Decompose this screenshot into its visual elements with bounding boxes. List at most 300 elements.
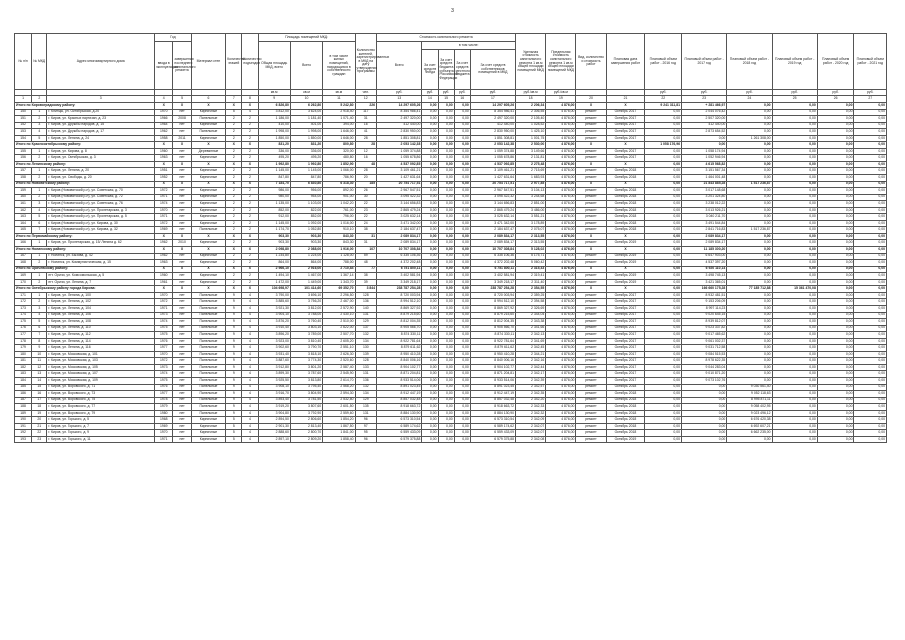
row-2020: 0,00 xyxy=(817,273,854,280)
row-address: г. Нолинск, ул. Бызова, д. 42 xyxy=(47,253,155,260)
row-fed: 0,00 xyxy=(422,358,438,365)
section-year-value: 0,00 xyxy=(645,233,682,240)
col-cost-total: Всего xyxy=(377,42,422,90)
row-area-own: 2 605,20 xyxy=(323,338,355,345)
row-2016: 0,00 xyxy=(645,338,682,345)
section-year-value: 0,00 xyxy=(772,142,817,149)
row-own: 3 402 581,94 xyxy=(470,273,515,280)
row-number: 186 xyxy=(15,391,32,398)
section-value: 2 089 834,17 xyxy=(470,233,515,240)
section-year-value: 0,00 xyxy=(854,266,887,273)
row-own: 1 851 308,81 xyxy=(470,135,515,142)
row-own: 6 589 174,62 xyxy=(470,423,515,430)
row-2017: 3 421 365,01 xyxy=(682,279,727,286)
row-2019: 0,00 xyxy=(772,325,817,332)
row-area-total: 903,30 xyxy=(258,240,290,247)
row-area-own: 1 854,20 xyxy=(323,417,355,424)
row-area-total: 3 923,00 xyxy=(258,338,290,345)
row-area-total: 3 912,80 xyxy=(258,364,290,371)
row-own: 2 497 320,00 xyxy=(470,116,515,123)
column-number: 7 xyxy=(226,96,242,103)
row-2018: 0,00 xyxy=(727,175,772,182)
row-2018: 6 676 420,38 xyxy=(727,417,772,424)
row-residents: 16 xyxy=(355,155,377,162)
row-date: Октябрь 2018 xyxy=(606,423,645,430)
row-2017: 9 153 206,09 xyxy=(682,299,727,306)
row-reg: 0,00 xyxy=(438,319,454,326)
row-wall: Панельные xyxy=(191,325,225,332)
row-2020: 0,00 xyxy=(817,168,854,175)
row-number: 173 xyxy=(15,305,32,312)
section-value: 0,00 xyxy=(438,247,454,254)
row-worktype: ремонт xyxy=(576,338,606,345)
row-number: 193 xyxy=(15,436,32,443)
row-number: 154 xyxy=(15,135,32,142)
row-reg: 0,00 xyxy=(438,122,454,129)
row-fed: 0,00 xyxy=(422,168,438,175)
row-reg: 0,00 xyxy=(438,391,454,398)
row-cost: 3 095 422,32 xyxy=(377,194,422,201)
row-floors: 2 xyxy=(226,240,242,247)
row-wall: Кирпичные xyxy=(191,430,225,437)
row-residents: 23 xyxy=(355,207,377,214)
row-area-all: 1 145,00 xyxy=(290,168,322,175)
row-2018: 0,00 xyxy=(727,345,772,352)
row-limit: 4 876,00 xyxy=(546,430,576,437)
row-floors: 2 xyxy=(226,220,242,227)
section-year-value: 0,00 xyxy=(727,233,772,240)
col-entrances: Количество подъездов xyxy=(242,34,258,90)
row-year-repair: нет xyxy=(173,175,191,182)
row-2017: 0,00 xyxy=(682,436,727,443)
row-area-all: 903,30 xyxy=(290,240,322,247)
row-wall: Панельные xyxy=(191,299,225,306)
row-entrances: 2 xyxy=(242,148,258,155)
row-2018: 0,00 xyxy=(727,436,772,443)
row-wall: Кирпичные xyxy=(191,417,225,424)
row-specific: 2 075,07 xyxy=(516,227,546,234)
section-year-value: 0,00 xyxy=(854,161,887,168)
row-area-total: 336,00 xyxy=(258,148,290,155)
section-value: 903,30 xyxy=(258,233,290,240)
row-worktype: ремонт xyxy=(576,377,606,384)
row-floors: 5 xyxy=(226,417,242,424)
row-fed: 0,00 xyxy=(422,122,438,129)
placeholder-x: X xyxy=(242,181,258,188)
row-2017: 8 997 114,23 xyxy=(682,305,727,312)
row-mkd: 1 xyxy=(32,253,47,260)
section-value: 831,20 xyxy=(258,142,290,149)
column-number: 13 xyxy=(377,96,422,103)
row-residents: 133 xyxy=(355,364,377,371)
row-2019: 0,00 xyxy=(772,116,817,123)
row-date: Октябрь 2019 xyxy=(606,279,645,286)
row-2018: 0,00 xyxy=(727,168,772,175)
row-worktype: ремонт xyxy=(576,253,606,260)
section-value: 2 710,84 xyxy=(323,266,355,273)
row-area-total: 3 902,60 xyxy=(258,345,290,352)
row-area-all: 3 807,60 xyxy=(290,404,322,411)
row-2016: 0,00 xyxy=(645,417,682,424)
row-reg: 0,00 xyxy=(438,371,454,378)
row-mkd: 2 xyxy=(32,155,47,162)
row-fed: 0,00 xyxy=(422,273,438,280)
row-cost: 1 851 308,81 xyxy=(377,135,422,142)
row-fed: 0,00 xyxy=(422,129,438,136)
row-floors: 2 xyxy=(226,227,242,234)
row-floors: 2 xyxy=(226,214,242,221)
row-number: 153 xyxy=(15,129,32,136)
row-mkd: 16 xyxy=(32,391,47,398)
section-year-value: 0,00 xyxy=(854,142,887,149)
row-cost: 3 402 581,94 xyxy=(377,273,422,280)
section-year-value: 0,00 xyxy=(854,181,887,188)
row-fed: 0,00 xyxy=(422,292,438,299)
row-area-own: 1 071,40 xyxy=(323,116,355,123)
row-2016: 0,00 xyxy=(645,358,682,365)
row-mkd: 21 xyxy=(32,423,47,430)
row-address: пгт. Оричи, ул. Комсомольская, д. 5 xyxy=(47,273,155,280)
column-number: 11 xyxy=(323,96,355,103)
row-year-built: 1960 xyxy=(155,148,173,155)
row-cost: 2 830 950,00 xyxy=(377,129,422,136)
row-area-own: 2 601,50 xyxy=(323,404,355,411)
row-specific: 3 551,21 xyxy=(516,214,546,221)
row-2017: 2 044 076,42 xyxy=(682,109,727,116)
col-own: За счет средств собственников помещений в МКД xyxy=(470,50,515,90)
placeholder-x: X xyxy=(155,103,173,110)
row-residents: 129 xyxy=(355,397,377,404)
section-value: 2 315,43 xyxy=(516,266,546,273)
row-2019: 0,00 xyxy=(772,312,817,319)
row-limit: 4 876,00 xyxy=(546,253,576,260)
section-value: 6 830,80 xyxy=(290,181,322,188)
row-fed: 0,00 xyxy=(422,155,438,162)
row-area-all: 3 789,00 xyxy=(290,332,322,339)
row-fed: 0,00 xyxy=(422,240,438,247)
row-date: Октябрь 2017 xyxy=(606,358,645,365)
row-reg: 0,00 xyxy=(438,194,454,201)
row-floors: 9 xyxy=(226,338,242,345)
row-2021: 0,00 xyxy=(854,175,887,182)
row-loc: 0,00 xyxy=(454,410,470,417)
row-specific: 2 343,38 xyxy=(516,319,546,326)
row-date: Октябрь 2018 xyxy=(606,220,645,227)
row-2021: 0,00 xyxy=(854,135,887,142)
row-2016: 0,00 xyxy=(645,371,682,378)
row-limit: 4 876,00 xyxy=(546,319,576,326)
row-2017: 9 010 871,20 xyxy=(682,371,727,378)
row-2019: 0,00 xyxy=(772,436,817,443)
row-reg: 0,00 xyxy=(438,279,454,286)
row-reg: 0,00 xyxy=(438,404,454,411)
row-mkd: 19 xyxy=(32,410,47,417)
row-loc: 0,00 xyxy=(454,377,470,384)
row-area-all: 2 806,60 xyxy=(290,417,322,424)
row-cost: 8 884 130,90 xyxy=(377,410,422,417)
section-value: 2 089 834,17 xyxy=(377,233,422,240)
row-cost: 8 950 410,28 xyxy=(377,351,422,358)
section-value: 0,00 xyxy=(422,286,438,293)
row-fed: 0,00 xyxy=(422,410,438,417)
column-number: 24 xyxy=(727,96,772,103)
row-specific: 2 342,32 xyxy=(516,410,546,417)
row-limit: 4 876,00 xyxy=(546,194,576,201)
section-value: 0,00 xyxy=(438,266,454,273)
row-own: 6 559 433,09 xyxy=(470,430,515,437)
row-address: г. Киров, ул. Воровского, д. 77 xyxy=(47,404,155,411)
row-2017: 2 507 320,00 xyxy=(682,116,727,123)
section-year-value: 0,00 xyxy=(817,247,854,254)
row-entrances: 2 xyxy=(242,273,258,280)
row-2016: 0,00 xyxy=(645,430,682,437)
row-floors: 5 xyxy=(226,430,242,437)
row-year-repair: нет xyxy=(173,207,191,214)
row-2017: 1 058 174,94 xyxy=(682,148,727,155)
row-number: 185 xyxy=(15,384,32,391)
section-year-value: 6 920 110,14 xyxy=(682,266,727,273)
row-mkd: 1 xyxy=(32,148,47,155)
row-area-total: 3 908,10 xyxy=(258,384,290,391)
row-area-own: 2 614,70 xyxy=(323,377,355,384)
row-cost: 8 912 447,19 xyxy=(377,391,422,398)
row-2021: 0,00 xyxy=(854,345,887,352)
row-limit: 4 876,00 xyxy=(546,397,576,404)
row-area-all: 3 788,00 xyxy=(290,312,322,319)
placeholder-x: X xyxy=(606,247,645,254)
row-number: 171 xyxy=(15,292,32,299)
row-mkd: 3 xyxy=(32,201,47,208)
row-year-built: 1974 xyxy=(155,319,173,326)
row-area-own: 1 841,00 xyxy=(323,430,355,437)
row-limit: 4 876,00 xyxy=(546,122,576,129)
row-limit: 4 876,00 xyxy=(546,325,576,332)
row-mkd: 1 xyxy=(32,240,47,247)
row-2018: 0,00 xyxy=(727,305,772,312)
row-2017: 9 023 337,82 xyxy=(682,325,727,332)
section-title: Итого по Кировоградскому району: xyxy=(15,103,155,110)
row-entrances: 4 xyxy=(242,430,258,437)
row-floors: 5 xyxy=(226,436,242,443)
row-area-all: 956,00 xyxy=(290,188,322,195)
row-year-built: 1970 xyxy=(155,351,173,358)
row-2020: 0,00 xyxy=(817,338,854,345)
row-worktype: ремонт xyxy=(576,345,606,352)
row-entrances: 4 xyxy=(242,351,258,358)
section-value: 10 707 308,84 xyxy=(470,247,515,254)
row-2020: 0,00 xyxy=(817,345,854,352)
row-area-own: 796,00 xyxy=(323,214,355,221)
row-address: г. Киров (Нововятский р-н), ул. Советская, д. 70 xyxy=(47,188,155,195)
row-limit: 4 876,00 xyxy=(546,299,576,306)
row-residents: 136 xyxy=(355,299,377,306)
row-2016: 0,00 xyxy=(645,109,682,116)
row-reg: 0,00 xyxy=(438,207,454,214)
row-2021: 0,00 xyxy=(854,325,887,332)
row-floors: 9 xyxy=(226,305,242,312)
row-entrances: 4 xyxy=(242,325,258,332)
row-entrances: 2 xyxy=(242,116,258,123)
col-address: Адрес многоквартирного дома xyxy=(47,34,155,90)
row-2016: 0,00 xyxy=(645,410,682,417)
row-address: г. Киров, ул. Горького, д. 5 xyxy=(47,417,155,424)
row-address: г. Киров, ул. Московская, д. 107 xyxy=(47,371,155,378)
placeholder-x: X xyxy=(242,266,258,273)
col-reg: За счет средств бюджета субъекта Российской Федерации xyxy=(438,50,454,90)
row-2016: 0,00 xyxy=(645,116,682,123)
row-number: 178 xyxy=(15,338,32,345)
section-value: 4 537 092,85 xyxy=(470,161,515,168)
section-value: 107 xyxy=(355,247,377,254)
section-value: 185 xyxy=(355,181,377,188)
row-floors: 9 xyxy=(226,319,242,326)
row-fed: 0,00 xyxy=(422,305,438,312)
row-reg: 0,00 xyxy=(438,384,454,391)
row-2019: 0,00 xyxy=(772,345,817,352)
row-area-all: 3 760,40 xyxy=(290,319,322,326)
section-year-value: 0,00 xyxy=(645,181,682,188)
row-loc: 0,00 xyxy=(454,122,470,129)
section-title: Итого по Нововятскому району: xyxy=(15,181,155,188)
row-date: Октябрь 2019 xyxy=(606,260,645,267)
row-loc: 0,00 xyxy=(454,214,470,221)
row-worktype: ремонт xyxy=(576,299,606,306)
section-year-value: 0,00 xyxy=(817,266,854,273)
row-year-built: 1975 xyxy=(155,325,173,332)
row-area-own: 1 016,00 xyxy=(323,220,355,227)
row-cost: 8 994 512,10 xyxy=(377,299,422,306)
column-number: 12 xyxy=(355,96,377,103)
row-fed: 0,00 xyxy=(422,338,438,345)
row-address: г. Киров, ул. Московская, д. 105 xyxy=(47,364,155,371)
row-specific: 2 342,09 xyxy=(516,417,546,424)
row-reg: 0,00 xyxy=(438,201,454,208)
section-value: 6 318,30 xyxy=(323,181,355,188)
row-2018: 8 995 871,11 xyxy=(727,397,772,404)
row-entrances: 2 xyxy=(242,168,258,175)
row-area-own: 2 510,00 xyxy=(323,319,355,326)
row-number: 189 xyxy=(15,410,32,417)
row-number: 159 xyxy=(15,188,32,195)
row-own: 8 879 215,60 xyxy=(470,312,515,319)
row-limit: 4 876,00 xyxy=(546,358,576,365)
row-2017: 6 647 903,00 xyxy=(682,253,727,260)
row-worktype: ремонт xyxy=(576,410,606,417)
section-year-value: 0,00 xyxy=(854,233,887,240)
row-year-built: 1971 xyxy=(155,214,173,221)
row-wall: Кирпичные xyxy=(191,279,225,286)
row-entrances: 4 xyxy=(242,364,258,371)
row-2021: 0,00 xyxy=(854,214,887,221)
section-value: 2 206,34 xyxy=(516,103,546,110)
row-2021: 0,00 xyxy=(854,194,887,201)
row-reg: 0,00 xyxy=(438,332,454,339)
row-entrances: 4 xyxy=(242,377,258,384)
column-number: 15 xyxy=(438,96,454,103)
row-area-total: 1 174,70 xyxy=(258,227,290,234)
row-2019: 0,00 xyxy=(772,417,817,424)
row-cost: 2 967 547,51 xyxy=(377,188,422,195)
row-2017: 0,00 xyxy=(682,423,727,430)
column-number: 3 xyxy=(47,96,155,103)
row-worktype: ремонт xyxy=(576,260,606,267)
row-2016: 0,00 xyxy=(645,148,682,155)
row-cost: 6 559 433,09 xyxy=(377,430,422,437)
row-date: Октябрь 2018 xyxy=(606,175,645,182)
row-floors: 2 xyxy=(226,273,242,280)
row-limit: 4 876,00 xyxy=(546,371,576,378)
row-fed: 0,00 xyxy=(422,201,438,208)
column-number: 8 xyxy=(242,96,258,103)
row-floors: 9 xyxy=(226,404,242,411)
placeholder-x: X xyxy=(576,247,606,254)
row-area-own: 1 867,50 xyxy=(323,423,355,430)
row-2016: 0,00 xyxy=(645,351,682,358)
row-2017: 8 932 481,51 xyxy=(682,292,727,299)
row-2016: 0,00 xyxy=(645,312,682,319)
row-fed: 0,00 xyxy=(422,364,438,371)
section-value: 14 297 605,26 xyxy=(377,103,422,110)
row-area-all: 3 792,90 xyxy=(290,410,322,417)
row-area-total: 1 135,00 xyxy=(258,201,290,208)
row-2020: 0,00 xyxy=(817,391,854,398)
row-own: 2 865 479,24 xyxy=(470,207,515,214)
row-reg: 0,00 xyxy=(438,397,454,404)
row-loc: 0,00 xyxy=(454,305,470,312)
row-wall: Панельные xyxy=(191,404,225,411)
row-area-all: 1 467,00 xyxy=(290,273,322,280)
section-value: 2 977,85 xyxy=(516,181,546,188)
row-date: Октябрь 2017 xyxy=(606,155,645,162)
row-floors: 2 xyxy=(226,116,242,123)
row-year-repair: нет xyxy=(173,109,191,116)
section-value: 238 787 254,28 xyxy=(470,286,515,293)
row-fed: 0,00 xyxy=(422,220,438,227)
row-cost: 8 879 611,62 xyxy=(377,345,422,352)
row-number: 175 xyxy=(15,319,32,326)
row-fed: 0,00 xyxy=(422,227,438,234)
row-2021: 0,00 xyxy=(854,319,887,326)
row-specific: 2 311,40 xyxy=(516,279,546,286)
row-entrances: 4 xyxy=(242,332,258,339)
row-date: Октябрь 2017 xyxy=(606,371,645,378)
row-year-built: 1963 xyxy=(155,155,173,162)
row-2016: 0,00 xyxy=(645,292,682,299)
row-loc: 0,00 xyxy=(454,384,470,391)
row-limit: 4 876,00 xyxy=(546,240,576,247)
row-residents: 28 xyxy=(355,135,377,142)
row-2017: 4 537 397,20 xyxy=(682,260,727,267)
placeholder-x: X xyxy=(576,181,606,188)
row-reg: 0,00 xyxy=(438,155,454,162)
row-floors: 2 xyxy=(226,188,242,195)
row-mkd: 1 xyxy=(32,168,47,175)
section-value: 6 826,80 xyxy=(258,103,290,110)
row-residents: 26 xyxy=(355,188,377,195)
row-year-repair: нет xyxy=(173,260,191,267)
row-2021: 0,00 xyxy=(854,364,887,371)
section-year-value: 1 517 236,87 xyxy=(727,181,772,188)
row-wall: Кирпичные xyxy=(191,423,225,430)
section-value: 4 876,00 xyxy=(546,142,576,149)
row-own: 8 857 032,48 xyxy=(470,397,515,404)
placeholder-x: X xyxy=(191,266,225,273)
row-address: г. Киров, ул. Пролетарская, д. 15/ Ленина д. 62 xyxy=(47,240,155,247)
row-entrances: 4 xyxy=(242,423,258,430)
row-2019: 0,00 xyxy=(772,168,817,175)
col-wall: Материал стен xyxy=(191,34,225,90)
row-year-built: 1974 xyxy=(155,371,173,378)
